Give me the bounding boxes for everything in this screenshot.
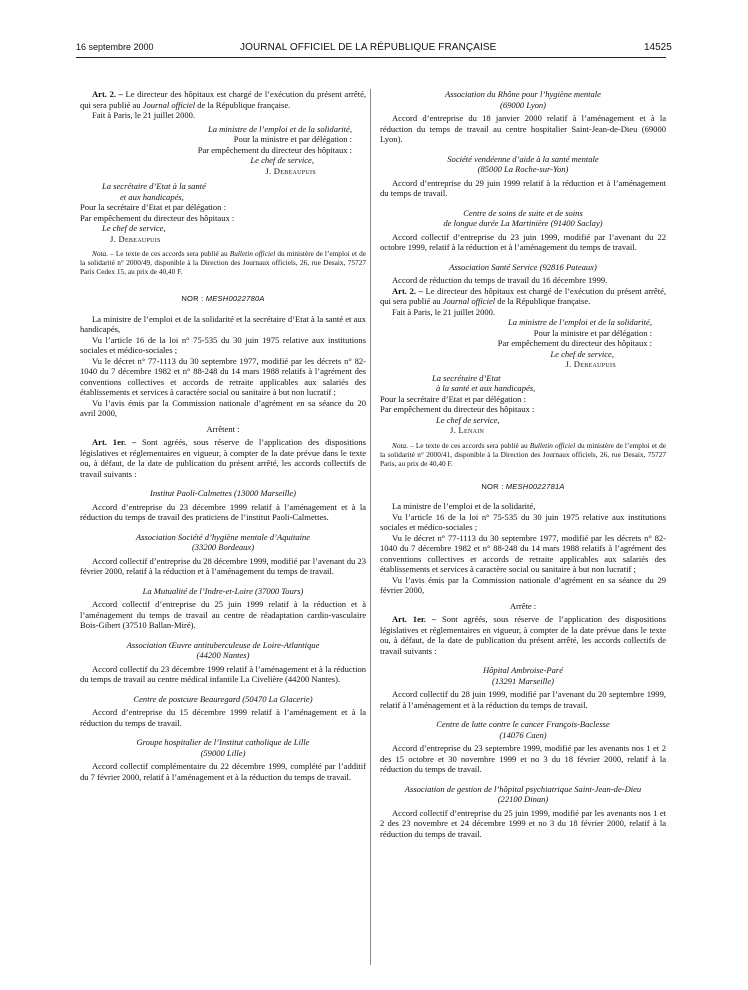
article-1-paragraph: Art. 1er. – Sont agréés, sous réserve de l’application des dispositions législatives et réglementaires en vigueur, à compter de la date prévue dans le texte ou, à défaut, de la date de publication du présent arrêté, les accords collectifs de travail suivants : xyxy=(380,614,666,656)
institution-heading: Centre de lutte contre le cancer François-Baclesse xyxy=(436,719,610,729)
accord-paragraph: Accord collectif du 28 juin 1999, modifié par l’avenant du 20 septembre 1999, relatif à l’aménagement et à la réduction du temps de travail. xyxy=(380,689,666,710)
nota-paragraph: Nota. – Le texte de ces accords sera publié au Bulletin officiel du ministère de l’emploi et de la solidarité n° 2000/41, disponible à la Direction des Journaux officiels, 26, rue Desaix, 75727 Paris, au prix de 40,40 F. xyxy=(380,440,666,468)
vu-paragraph: Vu l’article 16 de la loi n° 75-535 du 30 juin 1975 relative aux institutions sociales et médico-sociales ; xyxy=(380,511,666,532)
signature-block-secretaire: La secrétaire d’Etat à la santé et aux handicapés, Pour la secrétaire d’Etat et par délégation : Par empêchement du directeur des hôpitaux : Le chef de service, J. Lenain xyxy=(380,373,666,436)
intro-paragraph: La ministre de l’emploi et de la solidarité et la secrétaire d’Etat à la santé et aux handicapés, xyxy=(80,313,366,334)
institution-heading: Association Société d’hygiène mentale d’Aquitaine xyxy=(135,531,311,542)
article-1-paragraph: Art. 1er. – Sont agréés, sous réserve de l’application des dispositions législatives et réglementaires en vigueur, à compter de la date prévue dans le texte ou, à défaut, de la date de publication du présent arrêté, les accords collectifs de travail suivants : xyxy=(80,437,366,479)
nota-paragraph: Nota. – Le texte de ces accords sera publié au Bulletin officiel du ministère de l’emploi et de la solidarité n° 2000/49, disponible à la Direction des Journaux officiels, 26, rue Desaix, 75727 Paris Cedex 15, au prix de 40,40 F. xyxy=(80,249,366,276)
accord-paragraph: Accord d’entreprise du 15 décembre 1999 relatif à l’aménagement et à la réduction du temps de travail. xyxy=(80,707,366,728)
fait-a-paris: Fait à Paris, le 21 juillet 2000. xyxy=(392,306,496,317)
institution-heading: Association de gestion de l’hôpital psychiatrique Saint-Jean-de-Dieu xyxy=(404,783,642,794)
signatory-name: J. Lenain xyxy=(450,425,485,435)
signatory-name: J. Debeaupuis xyxy=(265,165,316,176)
institution-heading: Association Œuvre antituberculeuse de Loire-Atlantique xyxy=(126,639,320,650)
column-divider xyxy=(370,89,371,965)
accord-paragraph: Accord collectif d’entreprise du 23 juin 1999, modifié par l’avenant du 22 octobre 1999, relatif à la réduction et à l’aménagement du temps de travail. xyxy=(380,231,666,252)
journal-officiel-ref: Journal officiel xyxy=(142,99,196,110)
institution-heading: La Mutualité de l’Indre-et-Loire (37000 Tours) xyxy=(142,585,304,596)
accord-paragraph: Accord de réduction du temps de travail du 16 décembre 1999. xyxy=(392,275,608,285)
accord-paragraph: Accord collectif complémentaire du 22 décembre 1999, complété par l’additif du 7 février 2000, relatif à l’aménagement et à la réduction du temps de travail. xyxy=(80,761,366,782)
signature-block-secretaire: La secrétaire d’Etat à la santé et aux handicapés, Pour la secrétaire d’Etat et par délégation : Par empêchement du directeur des hôpitaux : Le chef de service, J. Debeaupuis xyxy=(80,181,366,244)
institution-heading: Société vendéenne d’aide à la santé mentale xyxy=(447,153,599,164)
accord-paragraph: Accord d’entreprise du 18 janvier 2000 relatif à l’aménagement et à la réduction du temps de travail au centre hospitalier Saint-Jean-de-Dieu (69000 Lyon). xyxy=(380,113,666,144)
vu-paragraph: Vu l’article 16 de la loi n° 75-535 du 30 juin 1975 relative aux institutions sociales et médico-sociales ; xyxy=(80,334,366,355)
vu-paragraph: Vu l’avis émis par la Commission nationale d’agrément en sa séance du 20 avril 2000, xyxy=(80,397,366,418)
nor-reference: NOR : MESH0022781A xyxy=(481,481,565,491)
vu-paragraph: Vu l’avis émis par la Commission nationale d’agrément en sa séance du 29 février 2000, xyxy=(380,574,666,595)
arrete-heading: Arrête : xyxy=(509,600,537,611)
institution-heading: Institut Paoli-Calmettes (13000 Marseille) xyxy=(150,488,296,498)
nor-reference: NOR : MESH0022780A xyxy=(181,294,265,303)
left-column: Art. 2. – Le directeur des hôpitaux est chargé de l’exécution du présent arrêté, qui sera publié au Journal officiel de la République française. Fait à Paris, le 21 juillet 2000. La ministre de l’emploi et de la solidarité, Pour la ministre et par délégation : Par empêchement du directeur des hôpitaux : Le chef de service, J. Debeaupuis La secrétaire d’Etat à la santé et aux handicapés, Pour la secrétaire d’Etat et par délégation : Par empêchement du directeur des hôpitaux : Le chef de service, J. Debeaupuis Nota. – Le texte de ces accords sera publié au Bulletin officiel du ministère de l’emploi et de la solidarité n° 2000/49, disponible à la Direction des Journaux officiels, 26, rue Desaix, 75727 Paris Cedex 15, au prix de 40,40 F. NOR : MESH0022780A La ministre de l’emploi et de la solidarité et la secrétaire d’Etat à la santé et aux handicapés, Vu l’article 16 de la loi n° 75-535 du 30 juin 1975 relative aux institutions sociales et médico-sociales ; Vu le décret n° 77-1113 du 30 septembre 1977, modifié par les décrets n° 82-1040 du 7 décembre 1982 et n° 88-248 du 14 mars 1988 relatifs à l’agrément des conventions collectives et accords de retraite applicables aux salariés des établissements et services à caractère social ou sanitaire à but non lucratif ; Vu l’avis émis par la Commission nationale d’agrément en sa séance du 20 avril 2000, Arrêtent : Art. 1er. – Sont agréés, sous réserve de l’application des dispositions législatives et réglementaires en vigueur, à compter de la date prévue dans le texte ou, à défaut, de la date de publication du présent arrêté, les accords collectifs de travail suivants : Institut Paoli-Calmettes (13000 Marseille) Accord d’entreprise du 23 décembre 1999 relatif à l’aménagement et à la réduction du temps de travail des praticiens de l’institut Paoli-Calmettes. Association Société d’hygiène mentale d’Aquitaine (33200 Bordeaux) Accord collectif d’entreprise du 28 décembre 1999, modifié par l’avenant du 23 février 2000, relatif à la réduction et à l’aménagement du temps de travail. La Mutualité de l’Indre-et-Loire (37000 Tours) Accord collectif d’entreprise du 25 juin 1999 relatif à la réduction et à l’aménagement du temps de travail au centre de réadaptation cardio-vasculaire Bois-Gibert (37510 Ballan-Miré). Association Œuvre antituberculeuse de Loire-Atlantique (44200 Nantes) Accord collectif du 23 décembre 1999 relatif à l’aménagement et à la réduction du temps de travail au centre médical infantile La Civelière (44200 Nantes). Centre de postcure Beauregard (50470 La Glacerie) Accord d’entreprise du 15 décembre 1999 relatif à l’aménagement et à la réduction du temps de travail. Groupe hospitalier de l’Institut catholique de Lille (59000 Lille) Accord collectif complémentaire du 22 décembre 1999, complété par l’additif du 7 février 2000, relatif à l’aménagement et à la réduction du temps de travail. xyxy=(80,89,366,782)
article-label: Art. 2. – xyxy=(92,89,123,99)
header-date: 16 septembre 2000 xyxy=(76,42,154,52)
right-column: Association du Rhône pour l’hygiène mentale (69000 Lyon) Accord d’entreprise du 18 janvier 2000 relatif à l’aménagement et à la réduction du temps de travail au centre hospitalier Saint-Jean-de-Dieu (69000 Lyon). Société vendéenne d’aide à la santé mentale (85000 La Roche-sur-Yon) Accord d’entreprise du 29 juin 1999 relatif à la réduction et à l’aménagement du temps de travail. Centre de soins de suite et de soins de longue durée La Martinière (91400 Saclay) Accord collectif d’entreprise du 23 juin 1999, modifié par l’avenant du 22 octobre 1999, relatif à la réduction et à l’aménagement du temps de travail. Association Santé Service (92816 Puteaux) Accord de réduction du temps de travail du 16 décembre 1999. Art. 2. – Le directeur des hôpitaux est chargé de l’exécution du présent arrêté, qui sera publié au Journal officiel de la République française. Fait à Paris, le 21 juillet 2000. La ministre de l’emploi et de la solidarité, Pour la ministre et par délégation : Par empêchement du directeur des hôpitaux : Le chef de service, J. Debeaupuis La secrétaire d’Etat à la santé et aux handicapés, Pour la secrétaire d’Etat et par délégation : Par empêchement du directeur des hôpitaux : Le chef de service, J. Lenain Nota. – Le texte de ces accords sera publié au Bulletin officiel du ministère de l’emploi et de la solidarité n° 2000/41, disponible à la Direction des Journaux officiels, 26, rue Desaix, 75727 Paris, au prix de 40,40 F. NOR : MESH0022781A La ministre de l’emploi et de la solidarité, Vu l’article 16 de la loi n° 75-535 du 30 juin 1975 relative aux institutions sociales et médico-sociales ; Vu le décret n° 77-1113 du 30 septembre 1977, modifié par les décrets n° 82-1040 du 7 décembre 1982 et n° 88-248 du 14 mars 1988 relatifs à l’agrément des conventions collectives et accords de retraite applicables aux salariés des établissements et services à caractère social ou sanitaire à but non lucratif ; Vu l’avis émis par la Commission nationale d’agrément en sa séance du 29 février 2000, Arrête : Art. 1er. – Sont agréés, sous réserve de l’application des dispositions législatives et réglementaires en vigueur, à compter de la date prévue dans le texte ou, à défaut, de la date de publication du présent arrêté, les accords collectifs de travail suivants : Hôpital Ambroise-Paré (13291 Marseille) Accord collectif du 28 juin 1999, modifié par l’avenant du 20 septembre 1999, relatif à l’aménagement et à la réduction du temps de travail. Centre de lutte contre le cancer François-Baclesse (14076 Caen) Accord d’entreprise du 23 septembre 1999, modifié par les avenants nos 1 et 2 des 15 octobre et 30 novembre 1999 et no 3 du 18 février 2000, relatif à la réduction du temps de travail. Association de gestion de l’hôpital psychiatrique Saint-Jean-de-Dieu (22100 Dinan) Accord collectif d’entreprise du 25 juin 1999, modifié par les avenants nos 1 et 2 des 23 novembre et 24 décembre 1999 et no 3 du 18 février 2000, relatif à la réduction du temps de travail. xyxy=(380,89,666,839)
institution-heading: Centre de postcure Beauregard (50470 La Glacerie) xyxy=(133,693,313,704)
arretent-heading: Arrêtent : xyxy=(206,423,240,434)
accord-paragraph: Accord collectif d’entreprise du 28 décembre 1999, modifié par l’avenant du 23 février 2000, relatif à la réduction et à l’aménagement du temps de travail. xyxy=(80,555,366,576)
header-journal-title: JOURNAL OFFICIEL DE LA RÉPUBLIQUE FRANÇAISE xyxy=(240,42,497,53)
accord-paragraph: Accord collectif du 23 décembre 1999 relatif à l’aménagement et à la réduction du temps de travail au centre médical infantile La Civelière (44200 Nantes). xyxy=(80,663,366,684)
accord-paragraph: Accord d’entreprise du 29 juin 1999 relatif à la réduction et à l’aménagement du temps de travail. xyxy=(380,177,666,198)
header-page-number: 14525 xyxy=(644,42,672,53)
signature-block-ministre: La ministre de l’emploi et de la solidarité, Pour la ministre et par délégation : Par empêchement du directeur des hôpitaux : Le chef de service, J. Debeaupuis xyxy=(380,317,666,370)
article-2-paragraph: Art. 2. – Le directeur des hôpitaux est chargé de l’exécution du présent arrêté, qui sera publié au Journal officiel de la République française. xyxy=(80,89,366,110)
institution-heading: Centre de soins de suite et de soins xyxy=(463,207,583,218)
signature-block-ministre: La ministre de l’emploi et de la solidarité, Pour la ministre et par délégation : Par empêchement du directeur des hôpitaux : Le chef de service, J. Debeaupuis xyxy=(80,124,366,177)
institution-heading: Hôpital Ambroise-Paré xyxy=(482,665,563,675)
signatory-name: J. Debeaupuis xyxy=(110,233,161,244)
institution-heading: Groupe hospitalier de l’Institut catholique de Lille xyxy=(136,737,310,747)
page-header xyxy=(0,0,748,53)
intro-paragraph: La ministre de l’emploi et de la solidarité, xyxy=(392,501,536,511)
signatory-name: J. Debeaupuis xyxy=(565,359,616,369)
article-2-paragraph: Art. 2. – Le directeur des hôpitaux est chargé de l’exécution du présent arrêté, qui sera publié au Journal officiel de la République française. xyxy=(380,285,666,306)
vu-paragraph: Vu le décret n° 77-1113 du 30 septembre 1977, modifié par les décrets n° 82-1040 du 7 décembre 1982 et n° 88-248 du 14 mars 1988 relatifs à l’agrément des conventions collectives et accords de retraite applicables aux salariés des établissements et services à caractère social ou sanitaire à but non lucratif ; xyxy=(380,532,666,574)
institution-heading: Association Santé Service (92816 Puteaux) xyxy=(449,261,597,272)
accord-paragraph: Accord collectif d’entreprise du 25 juin 1999 relatif à la réduction et à l’aménagement du temps de travail au centre de réadaptation cardio-vasculaire Bois-Gibert (37510 Ballan-Miré). xyxy=(80,599,366,630)
fait-a-paris: Fait à Paris, le 21 juillet 2000. xyxy=(92,110,196,120)
header-rule xyxy=(76,57,666,58)
vu-paragraph: Vu le décret n° 77-1113 du 30 septembre 1977, modifié par les décrets n° 82-1040 du 7 décembre 1982 et n° 88-248 du 14 mars 1988 relatifs à l’agrément des conventions collectives et accords de retraite applicables aux salariés des établissements et services à caractère social ou sanitaire à but non lucratif ; xyxy=(80,355,366,397)
accord-paragraph: Accord collectif d’entreprise du 25 juin 1999, modifié par les avenants nos 1 et 2 des 23 novembre et 24 décembre 1999 et no 3 du 18 février 2000, relatif à la réduction du temps de travail. xyxy=(380,807,666,839)
accord-paragraph: Accord d’entreprise du 23 septembre 1999, modifié par les avenants nos 1 et 2 des 15 octobre et 30 novembre 1999 et no 3 du 18 février 2000, relatif à la réduction du temps de travail. xyxy=(380,743,666,774)
institution-heading: Association du Rhône pour l’hygiène mentale xyxy=(445,89,601,99)
accord-paragraph: Accord d’entreprise du 23 décembre 1999 relatif à l’aménagement et à la réduction du temps de travail des praticiens de l’institut Paoli-Calmettes. xyxy=(80,501,366,522)
